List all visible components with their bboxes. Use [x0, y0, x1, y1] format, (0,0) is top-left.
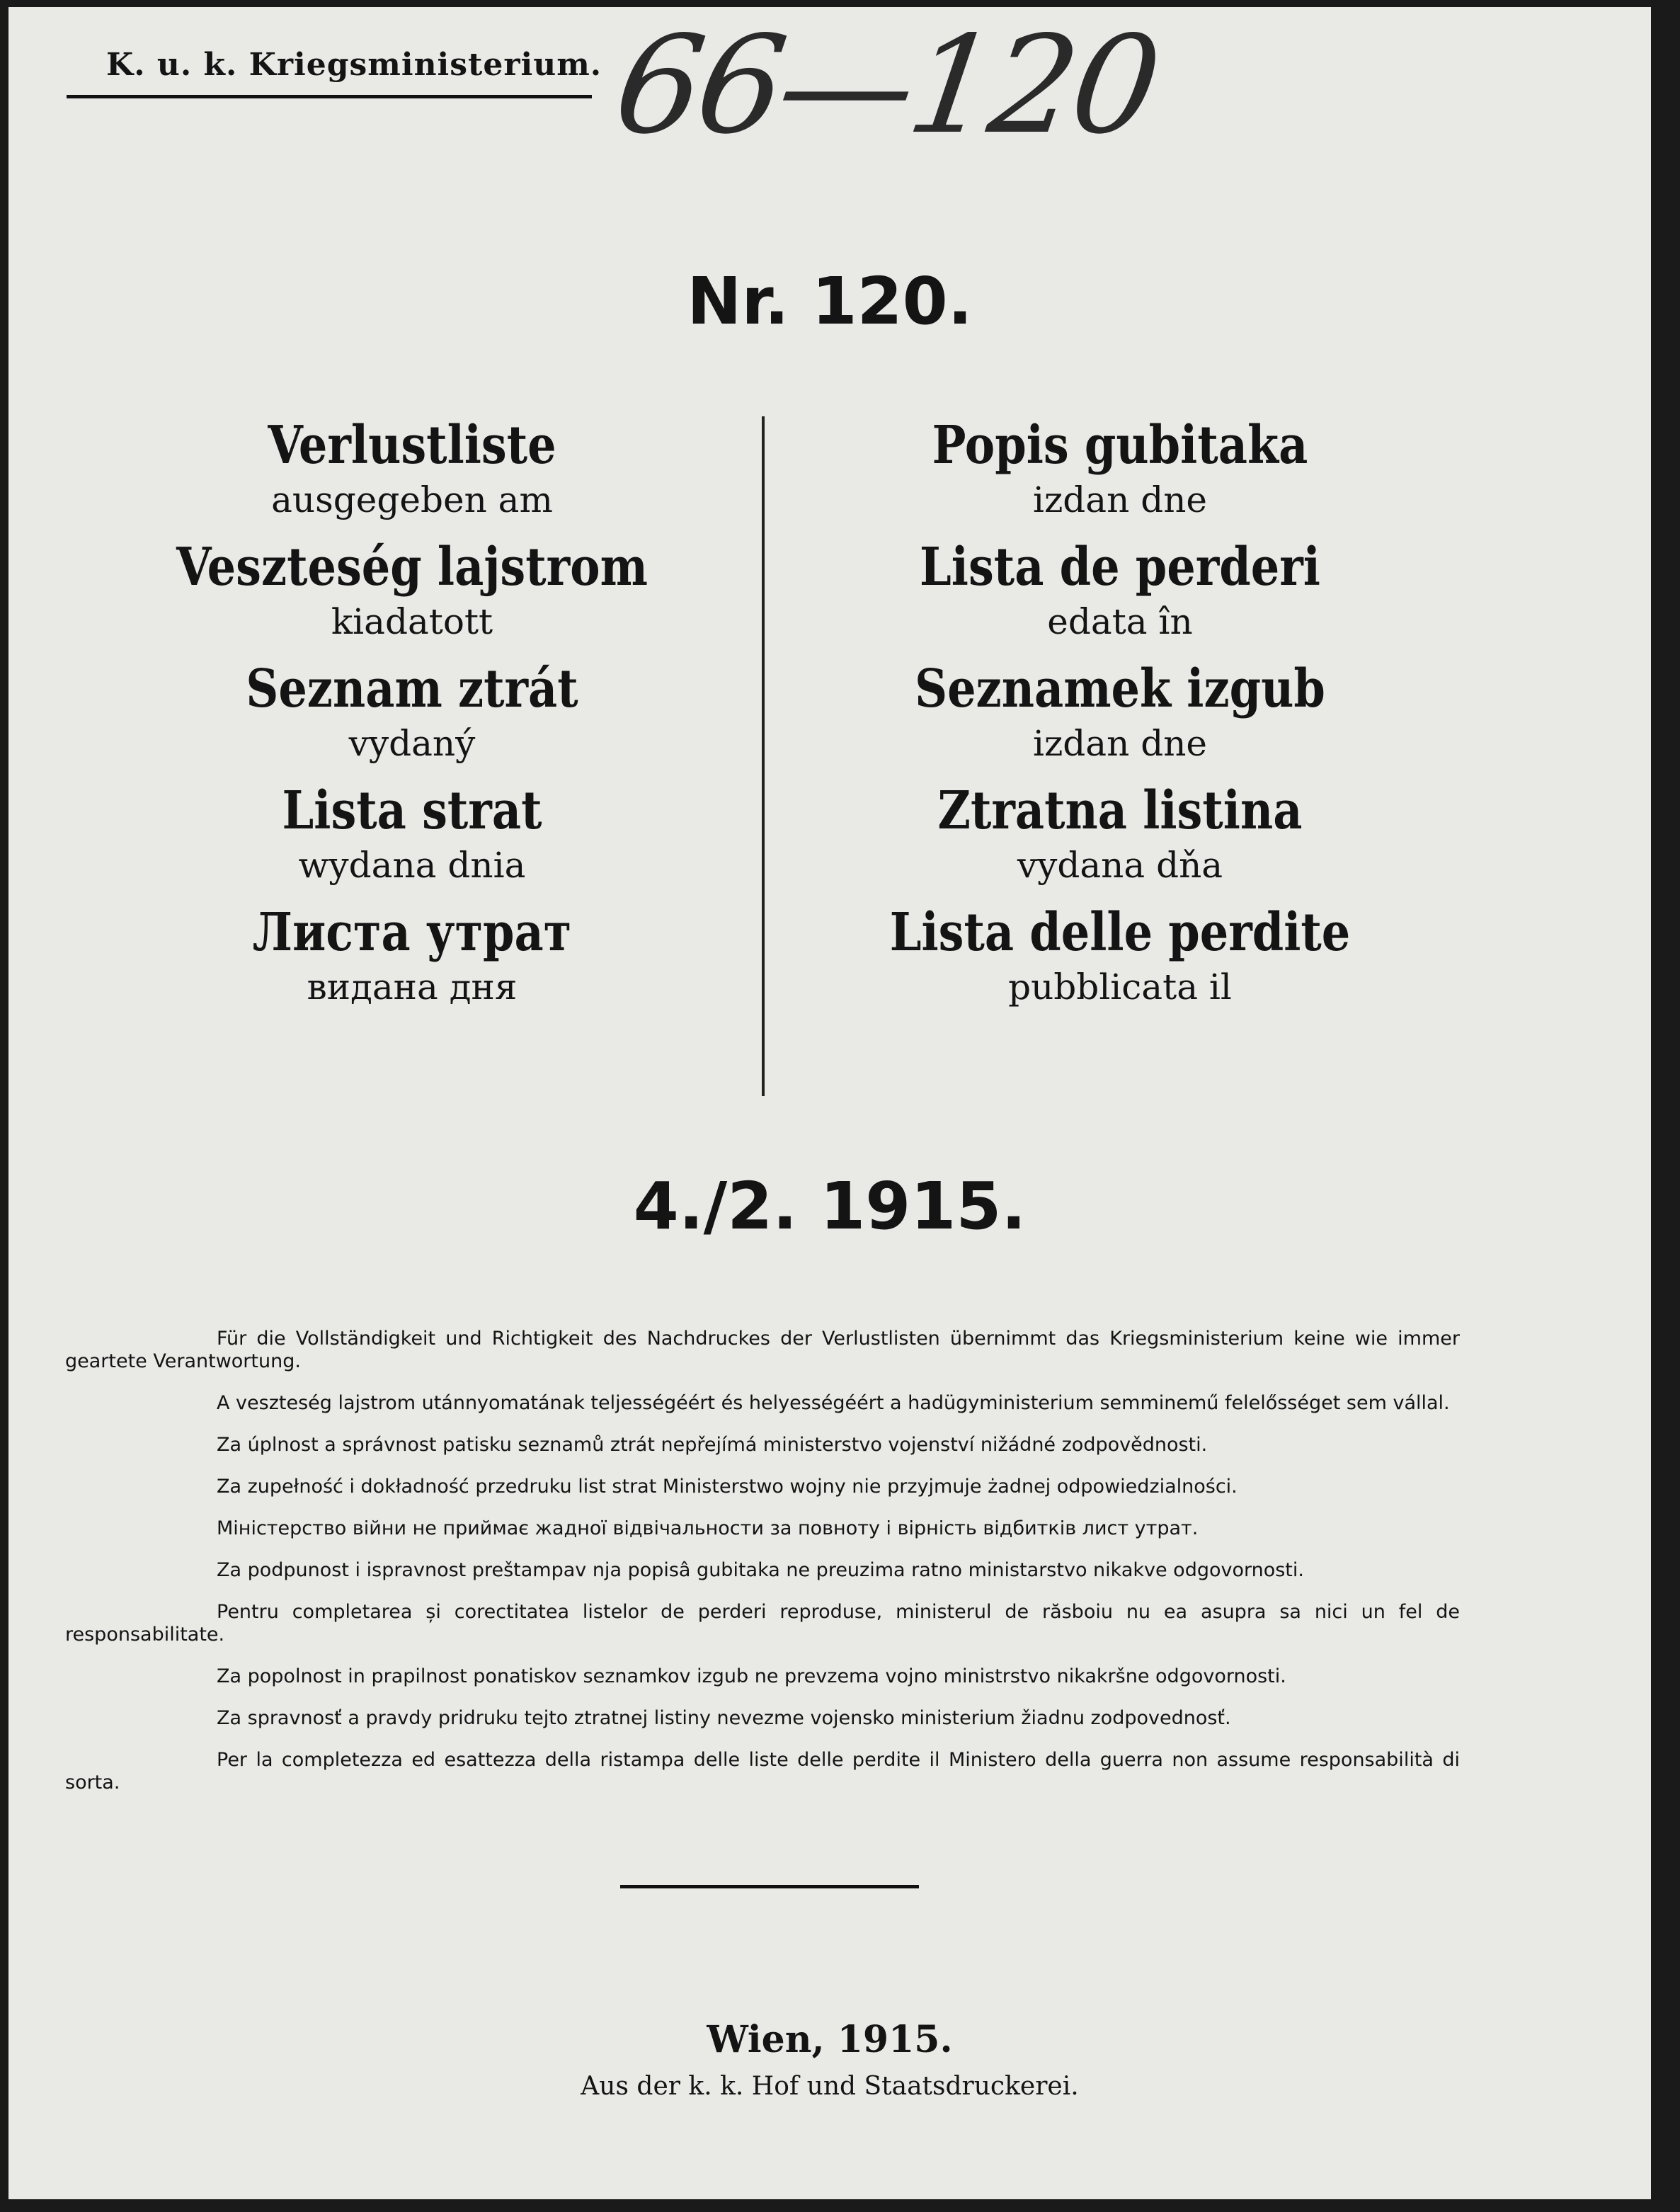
subtitle-romanian: edata în [1047, 601, 1193, 642]
imprint-city-year: Wien, 1915. [707, 2018, 953, 2061]
disclaimer-slovak: Za spravnosť a pravdy pridruku tejto ztratnej listiny nevezme vojensko ministerium žiadnu zodpovednosť. [217, 1707, 1231, 1729]
subtitle-italian: pubblicata il [1008, 967, 1232, 1008]
disclaimer-slovene: Za popolnost in prapilnost ponatiskov seznamkov izgub ne prevzema vojno ministrstvo nikakršne odgovornosti. [217, 1665, 1286, 1687]
issue-number: Nr. 120. [687, 263, 973, 339]
title-italian: Lista delle perdite [889, 902, 1351, 963]
disclaimer-german: Für die Vollständigkeit und Richtigkeit des Nachdruckes der Verlustlisten übernimmt das Kriegsministerium keine wie immer geartete Verantwortung. [65, 1328, 1460, 1372]
handwritten-annotation: 66—120 [606, 7, 1165, 164]
imprint-divider [620, 1885, 919, 1888]
disclaimer-hungarian: A veszteség lajstrom utánnyomatának teljességéért és helyességéért a hadügyministerium semminemű felelősséget sem vállal. [217, 1392, 1450, 1414]
disclaimer-polish: Za zupełność i dokładność przedruku list strat Ministerstwo wojny nie przyjmuje żadnej odpowiedzialności. [217, 1476, 1238, 1498]
subtitle-german: ausgegeben am [271, 479, 553, 520]
subtitle-hungarian: kiadatott [331, 601, 493, 642]
heading-underline [67, 95, 592, 98]
title-croatian: Popis gubitaka [932, 415, 1308, 476]
imprint-printer: Aus der k. k. Hof und Staatsdruckerei. [581, 2072, 1079, 2101]
title-czech: Seznam ztrát [246, 659, 578, 719]
subtitle-slovak: vydana dňa [1017, 845, 1223, 886]
disclaimer-czech: Za úplnost a správnost patisku seznamů ztrát nepřejímá ministerstvo vojenství nižádné zodpovědnosti. [217, 1434, 1208, 1456]
subtitle-slovene: izdan dne [1032, 723, 1208, 764]
disclaimer-romanian: Pentru completarea și corectitatea listelor de perderi reproduse, ministerul de răsboiu nu ea asupra sa nici un fel de responsabilitate. [65, 1601, 1460, 1646]
title-column-right [745, 416, 1495, 1025]
disclaimer-italian: Per la completezza ed esattezza della ristampa delle liste delle perdite il Ministero della guerra non assume responsabilità di sorta. [65, 1749, 1460, 1794]
title-slovak: Ztratna listina [937, 780, 1303, 841]
title-german: Verlustliste [268, 415, 556, 476]
subtitle-croatian: izdan dne [1032, 479, 1208, 520]
title-ruthenian: Листа утрат [252, 902, 572, 963]
disclaimer-block [65, 1309, 1460, 1807]
document-page [8, 7, 1651, 2199]
subtitle-ruthenian: видана дня [307, 967, 518, 1008]
subtitle-czech: vydaný [348, 723, 476, 764]
ministry-heading: K. u. k. Kriegsministerium. [106, 47, 602, 83]
title-slovene: Seznamek izgub [915, 659, 1325, 719]
title-polish: Lista strat [282, 780, 542, 841]
title-romanian: Lista de perderi [920, 537, 1320, 598]
title-column-left [37, 416, 787, 1025]
subtitle-polish: wydana dnia [298, 845, 526, 886]
title-hungarian: Veszteség lajstrom [176, 537, 648, 598]
disclaimer-croatian: Za podpunost i ispravnost preštampav nja popisâ gubitaka ne preuzima ratno ministarstvo nikakve odgovornosti. [217, 1559, 1304, 1581]
disclaimer-ruthenian: Міністерство війни не приймає жадної відвічальности за повноту і вірність відбитків лист утрат. [217, 1517, 1199, 1539]
issue-date: 4./2. 1915. [633, 1168, 1027, 1244]
